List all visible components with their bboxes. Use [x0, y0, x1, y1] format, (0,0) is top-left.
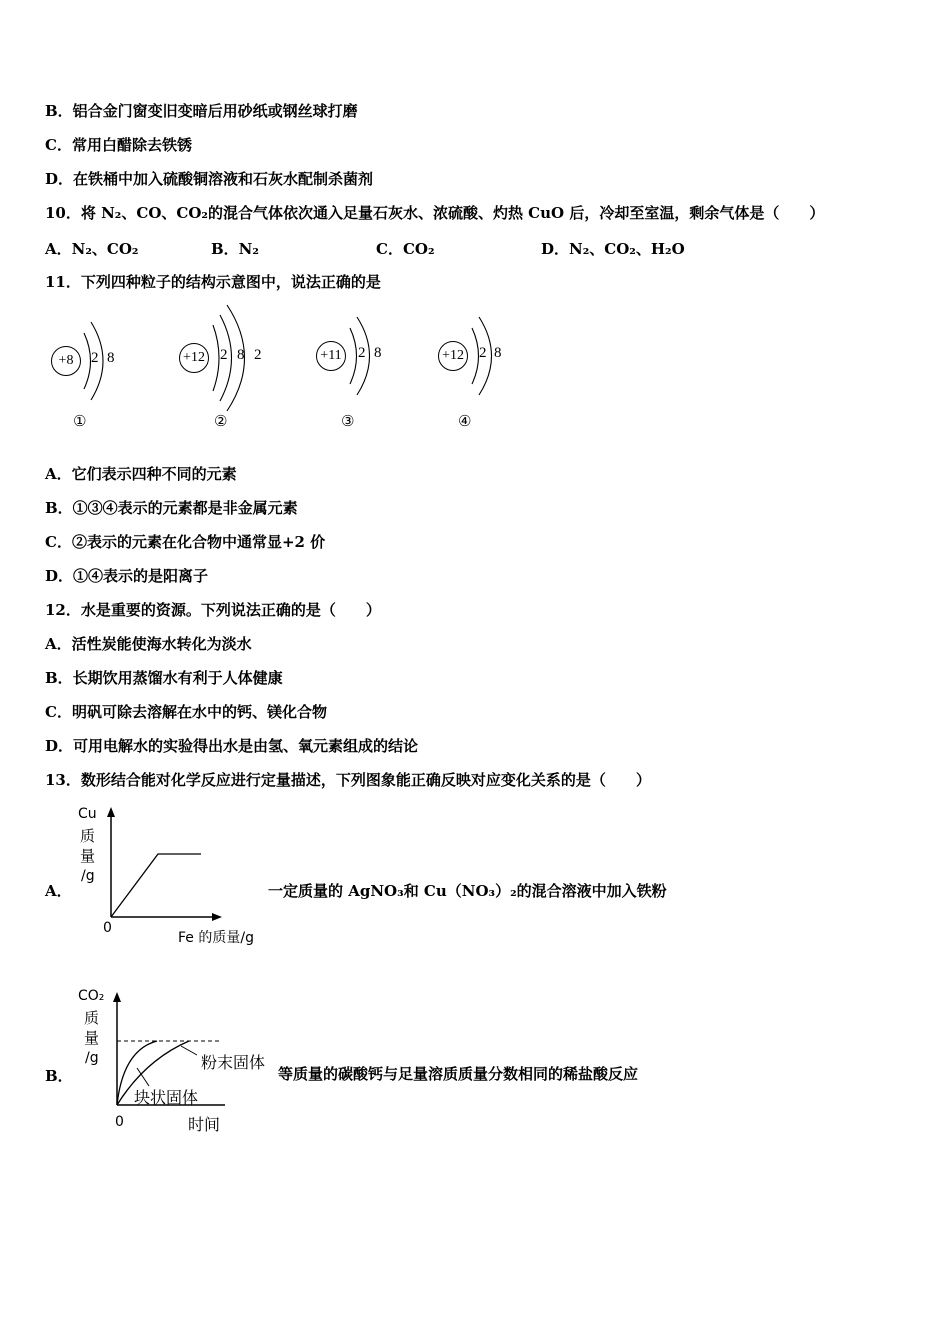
q12-option-d: D．可用电解水的实验得出水是由氢、氧元素组成的结论: [45, 737, 419, 755]
electron-count: 8: [374, 345, 382, 361]
graph-b-powder-label: 粉末固体: [201, 1053, 266, 1072]
graph-a-y-label-3: 量: [80, 847, 96, 865]
q10-options: [45, 238, 905, 258]
q12-stem: 12．水是重要的资源。下列说法正确的是（ ）: [45, 601, 381, 619]
q11-option-c: C．②表示的元素在化合物中通常显+2 价: [45, 533, 326, 551]
q13-graph-a-letter: A．: [45, 882, 72, 900]
q9-option-c: C．常用白醋除去铁锈: [45, 136, 192, 154]
q9-option-d: D．在铁桶中加入硫酸铜溶液和石灰水配制杀菌剂: [45, 170, 374, 188]
nucleus: +11: [316, 341, 346, 371]
atom-label-1: ①: [73, 412, 87, 430]
electron-count: 8: [237, 347, 245, 363]
graph-a-curve: [111, 854, 201, 917]
q10-option-b: B．N₂: [211, 240, 259, 258]
graph-b-y-arrow: [113, 992, 121, 1002]
graph-b-x-label: 时间: [188, 1115, 221, 1134]
graph-b-origin: 0: [115, 1114, 124, 1130]
graph-a-origin: 0: [103, 920, 112, 936]
graph-a-y-label-1: Cu: [78, 806, 97, 822]
graph-b-y-label-3: 量: [84, 1029, 100, 1047]
graph-a-y-label-2: 质: [80, 827, 96, 845]
graph-b-lump-label: 块状固体: [134, 1088, 199, 1107]
graph-a-y-arrow: [107, 807, 115, 817]
graph-b-powder-pointer: [181, 1046, 197, 1055]
atom-label-3: ③: [341, 412, 355, 430]
q13-stem: 13．数形结合能对化学反应进行定量描述，下列图象能正确反映对应变化关系的是（ ）: [45, 771, 651, 789]
nucleus: +12: [179, 343, 209, 373]
q13-graph-b-letter: B．: [45, 1067, 73, 1085]
graph-b-y-label-1: CO₂: [78, 988, 105, 1004]
atom-label-2: ②: [214, 412, 228, 430]
electron-shells: [438, 311, 528, 411]
q9-option-b: B．铝合金门窗变旧变暗后用砂纸或钢丝球打磨: [45, 102, 358, 120]
electron-shells: [179, 303, 279, 413]
nucleus: +12: [438, 341, 468, 371]
q11-option-b: B．①③④表示的元素都是非金属元素: [45, 499, 298, 517]
q12-option-b: B．长期饮用蒸馏水有利于人体健康: [45, 669, 283, 687]
electron-count: 2: [220, 347, 228, 363]
graph-a-x-arrow: [212, 913, 222, 921]
q11-stem: 11．下列四种粒子的结构示意图中，说法正确的是: [45, 273, 381, 291]
electron-count: 8: [107, 350, 115, 366]
nucleus: +8: [51, 346, 81, 376]
q12-option-c: C．明矾可除去溶解在水中的钙、镁化合物: [45, 703, 327, 721]
electron-count: 2: [91, 350, 99, 366]
graph-a-x-label: Fe 的质量/g: [178, 930, 254, 946]
q10-option-d: D．N₂、CO₂、H₂O: [541, 240, 685, 258]
atom-label-4: ④: [458, 412, 472, 430]
electron-count: 8: [494, 345, 502, 361]
graph-b-caption: 等质量的碳酸钙与足量溶质质量分数相同的稀盐酸反应: [278, 1065, 639, 1083]
electron-count: 2: [479, 345, 487, 361]
q10-stem: 10．将 N₂、CO、CO₂的混合气体依次通入足量石灰水、浓硫酸、灼热 CuO 后，冷却至室温，剩余气体是（ ）: [45, 204, 825, 222]
q10-option-c: C．CO₂: [376, 240, 435, 258]
electron-shells: [51, 316, 141, 416]
q11-option-d: D．①④表示的是阳离子: [45, 567, 209, 585]
graph-b-y-label-2: 质: [84, 1009, 100, 1027]
electron-count: 2: [254, 347, 262, 363]
electron-count: 2: [358, 345, 366, 361]
graph-a-caption: 一定质量的 AgNO₃和 Cu（NO₃）₂的混合溶液中加入铁粉: [268, 882, 667, 900]
q10-option-a: A．N₂、CO₂: [45, 240, 139, 258]
electron-shells: [316, 311, 406, 411]
graph-b-y-label-4: /g: [85, 1050, 99, 1066]
q12-option-a: A．活性炭能使海水转化为淡水: [45, 635, 252, 653]
q11-option-a: A．它们表示四种不同的元素: [45, 465, 237, 483]
graph-a-plot: [100, 805, 230, 925]
graph-a-y-label-4: /g: [81, 868, 95, 884]
